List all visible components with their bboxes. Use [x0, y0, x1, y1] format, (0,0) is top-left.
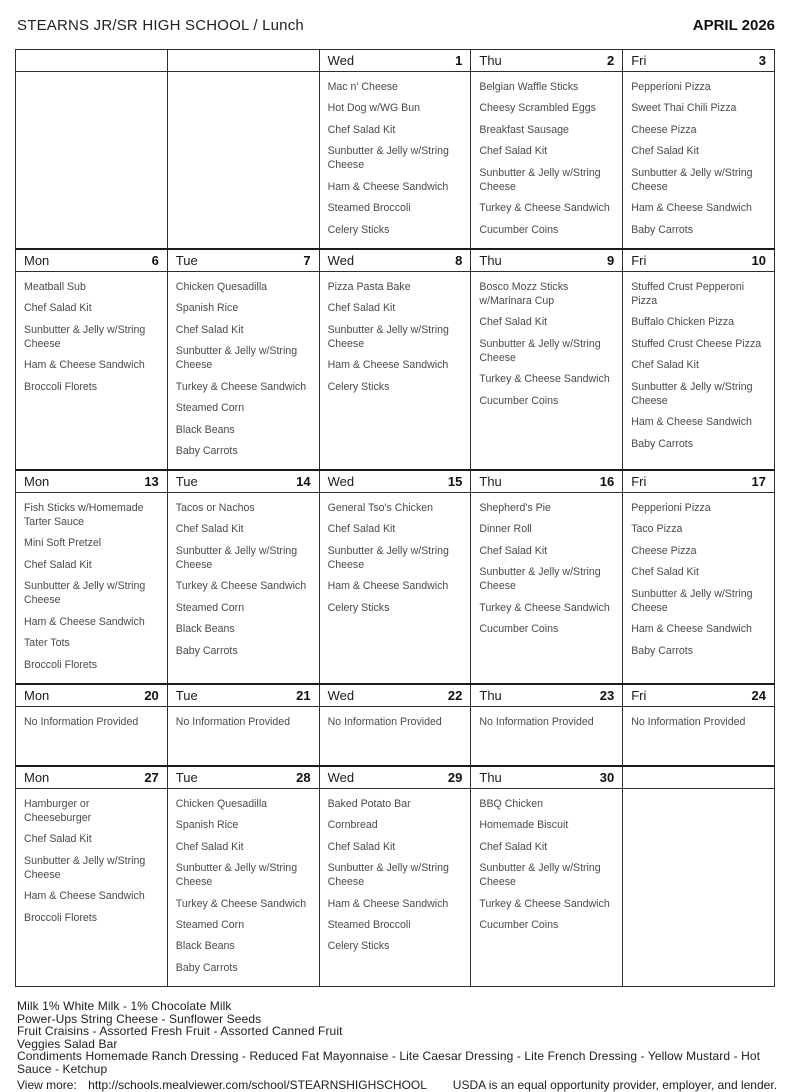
day-name: Mon	[24, 253, 50, 268]
menu-item: Turkey & Cheese Sandwich	[479, 202, 610, 215]
day-header-cell	[623, 766, 775, 788]
menu-item: Sunbutter & Jelly w/String Cheese	[24, 854, 146, 881]
day-header-cell	[16, 249, 168, 271]
menu-item: Cucumber Coins	[479, 223, 559, 236]
day-header-cell	[16, 766, 168, 788]
day-name: Wed	[327, 769, 355, 785]
day-header-inner	[176, 688, 311, 703]
menu-item: Chef Salad Kit	[175, 323, 244, 336]
menu-item: No Information Provided	[175, 715, 291, 728]
day-header-cell	[167, 249, 319, 271]
menu-item: Chef Salad Kit	[327, 523, 396, 536]
menu-item: Turkey & Cheese Sandwich	[175, 897, 307, 910]
day-header-cell	[471, 249, 623, 271]
footer-line-condiments: Condiments Homemade Ranch Dressing - Reduced Fat Mayonnaise - Lite Caesar Dressing - Lite French Dressing - Yellow Mustard - Hot Sauce - Ketchup	[17, 1049, 761, 1076]
menu-item: Chef Salad Kit	[479, 544, 548, 557]
day-name: Thu	[479, 474, 502, 490]
menu-item: Ham & Cheese Sandwich	[327, 580, 449, 593]
menu-item: Cheese Pizza	[631, 544, 697, 557]
menu-item: Sunbutter & Jelly w/String Cheese	[631, 587, 753, 614]
day-date: 17	[751, 474, 766, 490]
day-header-inner	[328, 253, 463, 268]
menu-item: Sunbutter & Jelly w/String Cheese	[479, 166, 601, 193]
day-header-cell	[319, 766, 471, 788]
day-date: 24	[751, 687, 766, 703]
calendar-body	[16, 50, 775, 987]
menu-item: Chef Salad Kit	[327, 302, 396, 315]
day-name: Tue	[175, 474, 198, 490]
day-name: Tue	[175, 687, 198, 703]
day-header-inner	[328, 474, 463, 489]
day-header-inner	[631, 474, 766, 489]
day-date: 2	[606, 53, 615, 68]
menu-cell	[167, 788, 319, 987]
day-name: Fri	[631, 53, 647, 68]
menu-item: Cheese Pizza	[631, 123, 697, 136]
menu-item: Chef Salad Kit	[24, 558, 92, 571]
menu-item: Sunbutter & Jelly w/String Cheese	[327, 323, 449, 350]
menu-item: Ham & Cheese Sandwich	[327, 180, 449, 193]
day-date: 6	[151, 253, 159, 268]
week-menu-row	[16, 706, 775, 766]
menu-item: Sunbutter & Jelly w/String Cheese	[479, 337, 601, 364]
menu-item: Sunbutter & Jelly w/String Cheese	[327, 544, 449, 571]
menu-item: Turkey & Cheese Sandwich	[175, 580, 307, 593]
menu-item: Spanish Rice	[175, 302, 239, 315]
menu-cell	[319, 492, 471, 684]
menu-cell	[471, 72, 623, 250]
day-header-inner	[24, 474, 159, 489]
day-header-cell	[319, 249, 471, 271]
menu-item: Baked Potato Bar	[327, 797, 411, 810]
menu-cell	[623, 72, 775, 250]
menu-item: Black Beans	[175, 940, 235, 953]
menu-item: Dinner Roll	[479, 523, 532, 536]
menu-item: Turkey & Cheese Sandwich	[479, 601, 610, 614]
menu-item: Ham & Cheese Sandwich	[631, 623, 752, 636]
menu-item: Tater Tots	[24, 637, 70, 650]
day-header-cell	[623, 684, 775, 706]
menu-item: Meatball Sub	[24, 280, 86, 293]
menu-item: General Tso's Chicken	[327, 501, 434, 514]
menu-cell	[167, 271, 319, 470]
day-header-cell	[471, 766, 623, 788]
day-header-inner	[479, 253, 614, 268]
day-name: Thu	[479, 253, 502, 268]
menu-item: Mini Soft Pretzel	[24, 537, 102, 550]
menu-item: Baby Carrots	[175, 961, 238, 974]
menu-item: Turkey & Cheese Sandwich	[479, 373, 610, 386]
day-name: Fri	[631, 253, 647, 268]
menu-item: Celery Sticks	[327, 940, 390, 953]
menu-cell	[623, 788, 775, 987]
menu-item: Chef Salad Kit	[175, 840, 244, 853]
menu-item: Mac n' Cheese	[327, 81, 398, 93]
menu-item: Stuffed Crust Pepperoni Pizza	[631, 280, 745, 307]
menu-item: No Information Provided	[327, 715, 442, 728]
day-header-cell	[16, 50, 168, 72]
day-header-cell	[623, 50, 775, 72]
menu-item: Chef Salad Kit	[24, 302, 92, 315]
menu-item: Baby Carrots	[631, 437, 694, 450]
day-header-inner	[176, 253, 311, 268]
footer	[17, 1000, 777, 1092]
menu-item: Cucumber Coins	[479, 919, 559, 931]
menu-item: Sunbutter & Jelly w/String Cheese	[631, 166, 753, 193]
menu-item: Homemade Biscuit	[479, 819, 569, 832]
menu-item: Shepherd's Pie	[479, 501, 551, 514]
day-header-inner	[176, 474, 311, 489]
menu-item: Ham & Cheese Sandwich	[24, 359, 145, 372]
footer-line-milk: Milk 1% White Milk - 1% Chocolate Milk	[17, 999, 232, 1014]
menu-item: Turkey & Cheese Sandwich	[175, 380, 307, 393]
day-date: 29	[447, 769, 463, 785]
day-date: 16	[599, 474, 615, 490]
menu-item: Fish Sticks w/Homemade Tarter Sauce	[24, 501, 144, 528]
menu-item: Ham & Cheese Sandwich	[24, 615, 145, 628]
day-date: 28	[296, 769, 311, 785]
menu-cell	[471, 788, 623, 987]
menu-item: Celery Sticks	[327, 601, 390, 614]
day-name: Wed	[327, 53, 355, 68]
menu-item: No Information Provided	[24, 715, 139, 728]
day-header-cell	[167, 766, 319, 788]
menu-item: No Information Provided	[479, 715, 594, 728]
menu-cell	[16, 72, 168, 250]
menu-cell	[471, 271, 623, 470]
menu-cell	[623, 271, 775, 470]
menu-item: Steamed Broccoli	[327, 202, 411, 215]
menu-cell	[319, 72, 471, 250]
menu-item: No Information Provided	[631, 715, 746, 728]
menu-cell	[623, 492, 775, 684]
footer-line-fruit: Fruit Craisins - Assorted Fresh Fruit - Assorted Canned Fruit	[17, 1024, 343, 1039]
menu-item: Ham & Cheese Sandwich	[327, 897, 449, 910]
menu-item: Breakfast Sausage	[479, 123, 569, 136]
menu-item: Sunbutter & Jelly w/String Cheese	[24, 580, 146, 607]
menu-item: Belgian Waffle Sticks	[479, 81, 579, 93]
menu-item: Chicken Quesadilla	[175, 797, 268, 810]
menu-item: Celery Sticks	[327, 223, 390, 236]
menu-item: Chef Salad Kit	[631, 145, 699, 158]
day-name: Fri	[631, 474, 647, 490]
menu-item: Cucumber Coins	[479, 623, 559, 636]
week-header-row	[16, 684, 775, 706]
day-date: 23	[599, 687, 615, 703]
day-header-cell	[471, 50, 623, 72]
footer-line-veggies: Veggies Salad Bar	[17, 1036, 118, 1051]
day-name: Mon	[24, 769, 50, 785]
menu-item: Chef Salad Kit	[479, 840, 548, 853]
menu-item: Buffalo Chicken Pizza	[631, 316, 735, 329]
day-header-inner	[24, 253, 159, 268]
day-name: Thu	[479, 687, 502, 703]
day-date: 9	[606, 253, 615, 268]
menu-item: Ham & Cheese Sandwich	[327, 359, 449, 372]
day-date: 22	[447, 687, 463, 703]
day-date: 1	[455, 53, 463, 68]
menu-item: BBQ Chicken	[479, 797, 543, 810]
menu-cell	[167, 706, 319, 766]
day-name: Thu	[479, 53, 502, 68]
menu-item: Steamed Broccoli	[327, 919, 411, 931]
day-date: 27	[144, 769, 159, 785]
week-header-row	[16, 249, 775, 271]
menu-item: Sunbutter & Jelly w/String Cheese	[175, 345, 298, 372]
day-date: 14	[296, 474, 311, 490]
day-header-inner	[631, 253, 766, 268]
menu-item: Pizza Pasta Bake	[327, 280, 411, 293]
menu-cell	[16, 271, 168, 470]
usda-statement: USDA is an equal opportunity provider, employer, and lender.	[452, 1078, 777, 1092]
day-header-cell	[319, 684, 471, 706]
menu-item: Baby Carrots	[175, 445, 238, 457]
menu-item: Stuffed Crust Cheese Pizza	[631, 337, 762, 350]
day-name: Fri	[631, 687, 647, 703]
menu-item: Ham & Cheese Sandwich	[24, 890, 145, 903]
view-more-url[interactable]: http://schools.mealviewer.com/school/STEARNSHIGHSCHOOL	[88, 1078, 427, 1092]
view-more-label: View more:	[17, 1078, 77, 1092]
menu-item: Broccoli Florets	[24, 380, 97, 393]
menu-item: Sunbutter & Jelly w/String Cheese	[24, 323, 146, 350]
day-date: 21	[296, 687, 311, 703]
menu-item: Pepperioni Pizza	[631, 81, 711, 93]
menu-item: Ham & Cheese Sandwich	[631, 202, 752, 215]
menu-item: Chef Salad Kit	[175, 523, 244, 536]
day-date: 3	[758, 53, 766, 68]
menu-item: Cheesy Scrambled Eggs	[479, 102, 596, 115]
menu-item: Tacos or Nachos	[175, 501, 255, 514]
menu-cell	[471, 706, 623, 766]
menu-item: Turkey & Cheese Sandwich	[479, 897, 610, 910]
day-date: 8	[455, 253, 463, 268]
week-header-row	[16, 50, 775, 72]
menu-item: Sunbutter & Jelly w/String Cheese	[631, 380, 753, 407]
title-bar	[17, 17, 775, 34]
menu-item: Chef Salad Kit	[631, 566, 699, 579]
day-date: 13	[144, 474, 159, 490]
menu-cell	[319, 706, 471, 766]
menu-cell	[319, 271, 471, 470]
menu-item: Sunbutter & Jelly w/String Cheese	[479, 566, 601, 593]
menu-cell	[16, 788, 168, 987]
menu-item: Chef Salad Kit	[24, 833, 92, 846]
menu-item: Chef Salad Kit	[327, 840, 396, 853]
school-title: STEARNS JR/SR HIGH SCHOOL / Lunch	[17, 17, 304, 34]
day-name: Mon	[24, 687, 50, 703]
day-header-cell	[319, 470, 471, 492]
view-more-row	[17, 1078, 777, 1092]
view-more-group	[17, 1078, 427, 1092]
day-header-cell	[167, 470, 319, 492]
menu-item: Hot Dog w/WG Bun	[327, 102, 421, 115]
day-header-inner	[479, 688, 614, 703]
menu-item: Celery Sticks	[327, 380, 390, 393]
day-header-inner	[24, 770, 159, 785]
menu-cell	[16, 492, 168, 684]
menu-item: Chicken Quesadilla	[175, 280, 268, 293]
day-date: 10	[751, 253, 766, 268]
week-header-row	[16, 470, 775, 492]
week-header-row	[16, 766, 775, 788]
menu-item: Chef Salad Kit	[327, 123, 396, 136]
day-header-inner	[479, 770, 614, 785]
day-date: 15	[447, 474, 463, 490]
day-header-inner	[24, 688, 159, 703]
menu-cell	[167, 72, 319, 250]
menu-item: Sunbutter & Jelly w/String Cheese	[327, 145, 449, 172]
day-header-cell	[16, 470, 168, 492]
menu-item: Taco Pizza	[631, 523, 683, 536]
menu-item: Sunbutter & Jelly w/String Cheese	[175, 862, 298, 889]
menu-cell	[319, 788, 471, 987]
day-header-inner	[631, 688, 766, 703]
menu-item: Ham & Cheese Sandwich	[631, 416, 752, 429]
menu-item: Steamed Corn	[175, 601, 245, 614]
menu-cell	[471, 492, 623, 684]
day-name: Wed	[327, 474, 355, 490]
menu-item: Hamburger or Cheeseburger	[24, 797, 92, 824]
day-header-inner	[328, 688, 463, 703]
menu-item: Sunbutter & Jelly w/String Cheese	[479, 862, 601, 889]
day-date: 20	[144, 687, 159, 703]
menu-item: Chef Salad Kit	[479, 145, 548, 158]
calendar-table	[15, 49, 775, 987]
menu-item: Steamed Corn	[175, 402, 245, 415]
day-header-inner	[479, 474, 614, 489]
day-header-cell	[167, 50, 319, 72]
menu-cell	[623, 706, 775, 766]
menu-cell	[167, 492, 319, 684]
day-header-cell	[471, 470, 623, 492]
day-name: Tue	[175, 253, 198, 268]
day-header-inner	[631, 53, 766, 68]
day-header-inner	[479, 53, 614, 68]
footer-line-powerups: Power-Ups String Cheese - Sunflower Seeds	[17, 1011, 262, 1026]
menu-item: Baby Carrots	[631, 223, 694, 236]
day-name: Tue	[175, 769, 198, 785]
menu-item: Steamed Corn	[175, 919, 245, 931]
menu-item: Baby Carrots	[631, 644, 694, 657]
week-menu-row	[16, 492, 775, 684]
menu-item: Chef Salad Kit	[479, 316, 548, 329]
menu-item: Bosco Mozz Sticks w/Marinara Cup	[479, 280, 569, 307]
day-header-cell	[16, 684, 168, 706]
menu-item: Cucumber Coins	[479, 394, 559, 407]
menu-cell	[16, 706, 168, 766]
day-header-inner	[176, 770, 311, 785]
day-date: 7	[303, 253, 311, 268]
day-name: Thu	[479, 769, 502, 785]
day-header-inner	[328, 53, 463, 68]
menu-item: Black Beans	[175, 623, 235, 636]
menu-item: Pepperioni Pizza	[631, 501, 711, 514]
day-header-cell	[623, 470, 775, 492]
menu-item: Sunbutter & Jelly w/String Cheese	[327, 862, 449, 889]
menu-item: Sunbutter & Jelly w/String Cheese	[175, 544, 298, 571]
menu-item: Baby Carrots	[175, 644, 238, 657]
menu-item: Sweet Thai Chili Pizza	[631, 102, 737, 115]
menu-item: Cornbread	[327, 819, 378, 832]
menu-item: Broccoli Florets	[24, 658, 97, 671]
day-header-cell	[471, 684, 623, 706]
day-name: Mon	[24, 474, 50, 490]
day-header-inner	[328, 770, 463, 785]
week-menu-row	[16, 271, 775, 470]
day-name: Wed	[327, 253, 355, 268]
day-header-cell	[167, 684, 319, 706]
menu-item: Black Beans	[175, 423, 235, 436]
month-title: APRIL 2026	[692, 17, 775, 34]
menu-item: Broccoli Florets	[24, 911, 97, 924]
day-date: 30	[599, 769, 615, 785]
week-menu-row	[16, 788, 775, 987]
week-menu-row	[16, 72, 775, 250]
day-header-cell	[623, 249, 775, 271]
day-name: Wed	[327, 687, 355, 703]
menu-item: Chef Salad Kit	[631, 359, 699, 372]
day-header-cell	[319, 50, 471, 72]
menu-item: Spanish Rice	[175, 819, 239, 832]
